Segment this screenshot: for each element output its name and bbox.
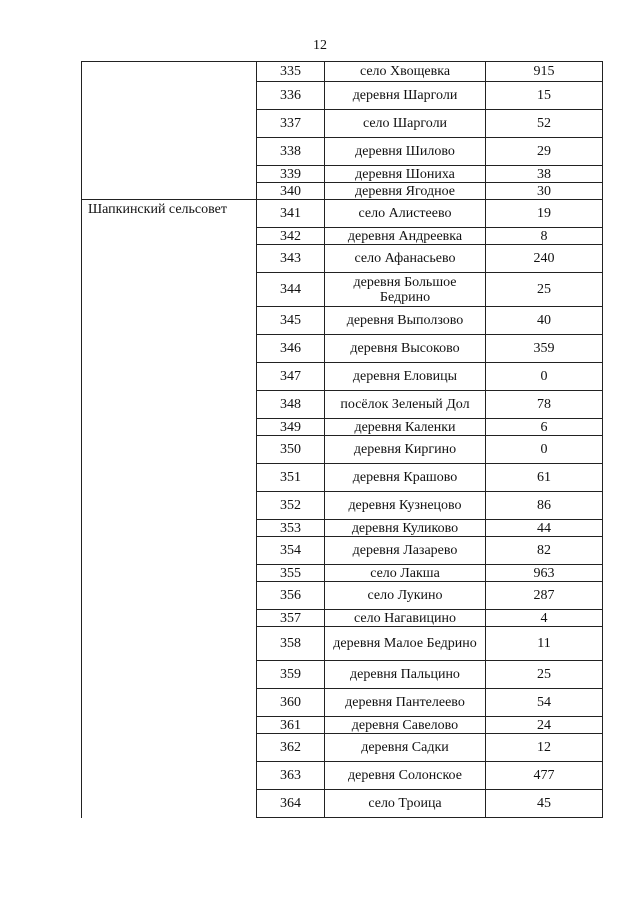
value-cell: 24 (486, 717, 603, 734)
value-cell: 240 (486, 245, 603, 273)
row-number-cell: 337 (257, 110, 325, 138)
value-cell: 0 (486, 436, 603, 464)
value-cell: 52 (486, 110, 603, 138)
settlement-name-cell: деревня Высоково (325, 335, 486, 363)
row-number-cell: 357 (257, 610, 325, 627)
settlement-name-cell: деревня Выползово (325, 307, 486, 335)
settlement-name-cell: село Троица (325, 790, 486, 818)
settlement-name-cell: село Афанасьево (325, 245, 486, 273)
row-number-cell: 347 (257, 363, 325, 391)
settlement-name-cell: село Хвощевка (325, 62, 486, 82)
value-cell: 8 (486, 228, 603, 245)
settlement-name-cell: деревня Лазарево (325, 537, 486, 565)
settlement-name-cell: деревня Еловицы (325, 363, 486, 391)
row-number-cell: 336 (257, 82, 325, 110)
row-number-cell: 335 (257, 62, 325, 82)
value-cell: 29 (486, 138, 603, 166)
row-number-cell: 358 (257, 627, 325, 661)
value-cell: 86 (486, 492, 603, 520)
value-cell: 477 (486, 762, 603, 790)
settlement-name-cell: деревня Андреевка (325, 228, 486, 245)
region-cell: Шапкинский сельсовет (82, 200, 257, 818)
row-number-cell: 339 (257, 166, 325, 183)
value-cell: 11 (486, 627, 603, 661)
settlement-name-cell: деревня Киргино (325, 436, 486, 464)
settlement-name-cell: деревня Пальцино (325, 661, 486, 689)
settlement-name-cell: село Лукино (325, 582, 486, 610)
value-cell: 6 (486, 419, 603, 436)
row-number-cell: 344 (257, 273, 325, 307)
table-row (82, 62, 603, 82)
value-cell: 40 (486, 307, 603, 335)
value-cell: 12 (486, 734, 603, 762)
value-cell: 61 (486, 464, 603, 492)
row-number-cell: 340 (257, 183, 325, 200)
settlement-name-cell: село Шарголи (325, 110, 486, 138)
row-number-cell: 359 (257, 661, 325, 689)
table-row (82, 200, 603, 228)
row-number-cell: 338 (257, 138, 325, 166)
row-number-cell: 351 (257, 464, 325, 492)
row-number-cell: 352 (257, 492, 325, 520)
value-cell: 78 (486, 391, 603, 419)
settlement-name-cell: село Алистеево (325, 200, 486, 228)
value-cell: 287 (486, 582, 603, 610)
value-cell: 45 (486, 790, 603, 818)
settlement-name-cell: деревня Шарголи (325, 82, 486, 110)
settlement-name-cell: деревня Куликово (325, 520, 486, 537)
value-cell: 30 (486, 183, 603, 200)
value-cell: 0 (486, 363, 603, 391)
row-number-cell: 341 (257, 200, 325, 228)
settlement-name-cell: деревня Большое Бедрино (325, 273, 486, 307)
value-cell: 38 (486, 166, 603, 183)
settlement-name-cell: деревня Садки (325, 734, 486, 762)
value-cell: 54 (486, 689, 603, 717)
row-number-cell: 355 (257, 565, 325, 582)
settlement-name-cell: деревня Солонское (325, 762, 486, 790)
settlements-table-container (81, 61, 603, 818)
settlement-name-cell: деревня Каленки (325, 419, 486, 436)
row-number-cell: 363 (257, 762, 325, 790)
settlement-name-cell: село Лакша (325, 565, 486, 582)
settlement-name-cell: деревня Крашово (325, 464, 486, 492)
settlement-name-cell: посёлок Зеленый Дол (325, 391, 486, 419)
settlements-table (81, 61, 603, 818)
value-cell: 19 (486, 200, 603, 228)
row-number-cell: 349 (257, 419, 325, 436)
value-cell: 25 (486, 273, 603, 307)
settlement-name-cell: деревня Шилово (325, 138, 486, 166)
settlement-name-cell: деревня Ягодное (325, 183, 486, 200)
value-cell: 963 (486, 565, 603, 582)
row-number-cell: 353 (257, 520, 325, 537)
row-number-cell: 360 (257, 689, 325, 717)
row-number-cell: 361 (257, 717, 325, 734)
row-number-cell: 348 (257, 391, 325, 419)
value-cell: 915 (486, 62, 603, 82)
row-number-cell: 345 (257, 307, 325, 335)
value-cell: 25 (486, 661, 603, 689)
row-number-cell: 356 (257, 582, 325, 610)
region-cell (82, 62, 257, 200)
row-number-cell: 362 (257, 734, 325, 762)
value-cell: 359 (486, 335, 603, 363)
settlement-name-cell: деревня Шониха (325, 166, 486, 183)
value-cell: 4 (486, 610, 603, 627)
settlement-name-cell: деревня Савелово (325, 717, 486, 734)
row-number-cell: 350 (257, 436, 325, 464)
settlement-name-cell: деревня Малое Бедрино (325, 627, 486, 661)
row-number-cell: 343 (257, 245, 325, 273)
value-cell: 15 (486, 82, 603, 110)
settlement-name-cell: село Нагавицино (325, 610, 486, 627)
row-number-cell: 342 (257, 228, 325, 245)
settlement-name-cell: деревня Кузнецово (325, 492, 486, 520)
value-cell: 82 (486, 537, 603, 565)
page-number: 12 (313, 38, 327, 53)
row-number-cell: 354 (257, 537, 325, 565)
table-body (82, 62, 603, 818)
value-cell: 44 (486, 520, 603, 537)
settlement-name-cell: деревня Пантелеево (325, 689, 486, 717)
row-number-cell: 346 (257, 335, 325, 363)
row-number-cell: 364 (257, 790, 325, 818)
